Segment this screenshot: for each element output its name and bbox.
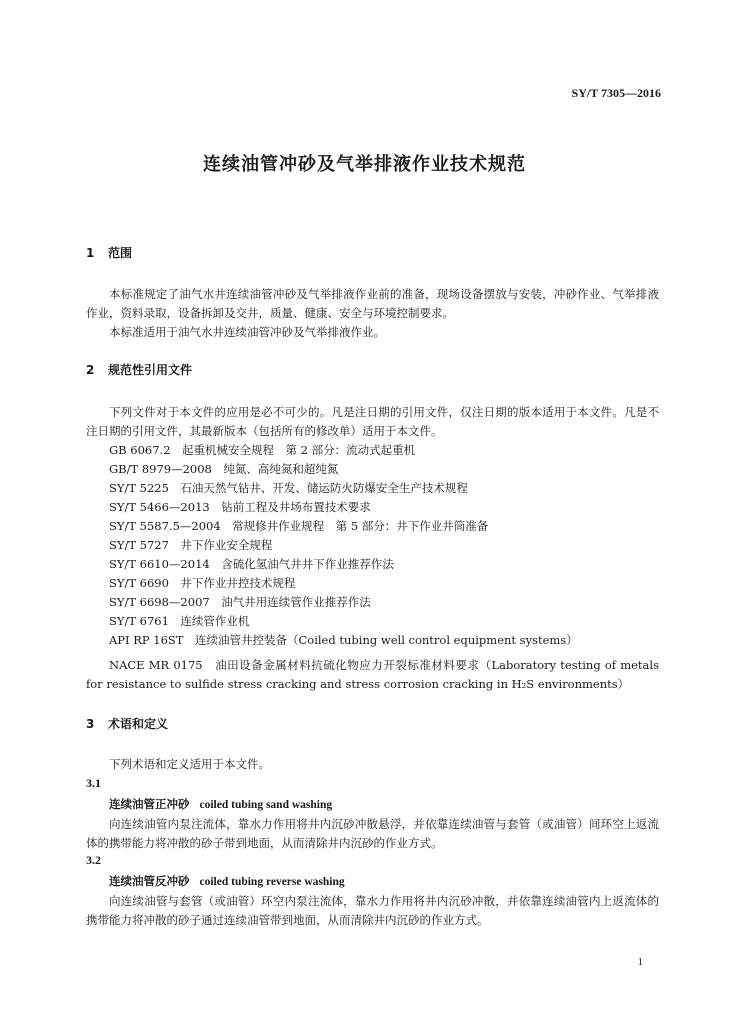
section-3-heading	[86, 715, 168, 732]
standard-code: SY/T 7305—2016	[571, 86, 661, 100]
reference-item: SY/T 5727 井下作业安全规程	[109, 538, 273, 552]
reference-item: GB/T 8979—2008 纯氮、高纯氮和超纯氮	[109, 462, 339, 476]
term-english: coiled tubing sand washing	[199, 799, 333, 811]
section-number: 1	[86, 246, 95, 260]
clause-number: 3.1	[86, 776, 101, 790]
reference-item: SY/T 6761 连续管作业机	[109, 614, 250, 628]
term-english: coiled tubing reverse washing	[199, 876, 345, 888]
reference-item: API RP 16ST 连续油管井控装备（Coiled tubing well control equipment systems）	[109, 633, 578, 647]
term-definition: 向连续油管内泵注流体，靠水力作用将井内沉砂冲散悬浮，并依靠连续油管与套管（或油管）间环空上返流体的携带能力将冲散的砂子带到地面，从而清除井内沉砂的作业方式。	[86, 817, 659, 850]
term-chinese: 连续油管反冲砂	[109, 874, 190, 888]
scope-paragraph-2: 本标准适用于油气水井连续油管冲砂及气举排液作业。	[109, 325, 385, 339]
term-chinese: 连续油管正冲砂	[109, 797, 190, 811]
reference-item: SY/T 6690 井下作业井控技术规程	[109, 576, 296, 590]
section-number: 2	[86, 363, 95, 377]
term-heading	[109, 796, 332, 812]
document-title: 连续油管冲砂及气举排液作业技术规范	[203, 154, 526, 175]
reference-item: SY/T 6698—2007 油气井用连续管作业推荐作法	[109, 595, 371, 609]
reference-item-nace: NACE MR 0175 油田设备金属材料抗硫化物应力开裂标准材料要求（Laboratory testing of metals for resistance to sulfide stress cracking and stress corrosion cracking in H₂S environments）	[86, 658, 659, 691]
section-2-heading	[86, 361, 192, 378]
reference-item: GB 6067.2 起重机械安全规程 第 2 部分：流动式起重机	[109, 443, 416, 457]
section-number: 3	[86, 717, 95, 731]
reference-item: SY/T 5225 石油天然气钻井、开发、储运防火防爆安全生产技术规程	[109, 481, 468, 495]
scope-paragraph-1: 本标准规定了油气水井连续油管冲砂及气举排液作业前的准备，现场设备摆放与安装，冲砂作业、气举排液作业，资料录取，设备拆卸及交井，质量、健康、安全与环境控制要求。	[86, 287, 659, 320]
clause-number: 3.2	[86, 853, 101, 867]
reference-item: SY/T 5587.5—2004 常规修井作业规程 第 5 部分：井下作业井筒准备	[109, 519, 489, 533]
references-intro: 下列文件对于本文件的应用是必不可少的。凡是注日期的引用文件，仅注日期的版本适用于本文件。凡是不注日期的引用文件，其最新版本（包括所有的修改单）适用于本文件。	[86, 405, 659, 438]
section-title: 规范性引用文件	[108, 363, 193, 377]
page-number: 1	[637, 956, 643, 968]
section-1-heading	[86, 244, 132, 261]
terms-intro: 下列术语和定义适用于本文件。	[109, 757, 270, 771]
reference-item: SY/T 6610—2014 含硫化氢油气井井下作业推荐作法	[109, 557, 394, 571]
reference-item: SY/T 5466—2013 钻前工程及井场布置技术要求	[109, 500, 371, 514]
term-heading	[109, 873, 345, 889]
section-title: 术语和定义	[108, 717, 169, 731]
term-definition: 向连续油管与套管（或油管）环空内泵注流体，靠水力作用将井内沉砂冲散，并依靠连续油管内上返流体的携带能力将冲散的砂子通过连续油管带到地面，从而清除井内沉砂的作业方式。	[86, 894, 659, 927]
section-title: 范围	[108, 246, 133, 260]
